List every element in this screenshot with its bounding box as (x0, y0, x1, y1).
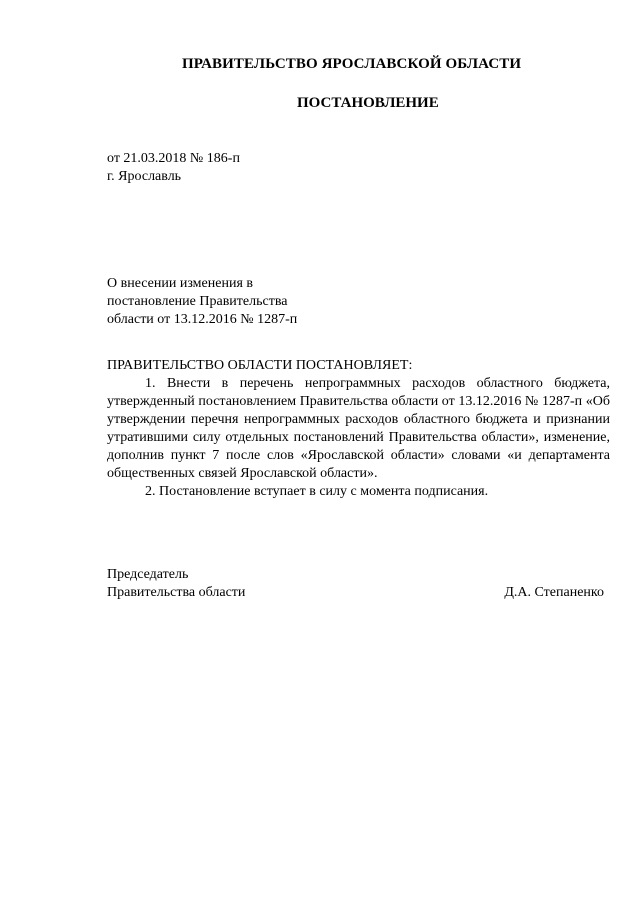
signature-row (107, 584, 604, 602)
document-type-title: ПОСТАНОВЛЕНИЕ (297, 95, 439, 111)
signatory-position-line-2: Правительства области (107, 585, 246, 600)
signature-block (107, 566, 604, 602)
document-subject (107, 275, 297, 329)
government-name: ПРАВИТЕЛЬСТВО ЯРОСЛАВСКОЙ ОБЛАСТИ (182, 56, 522, 72)
signatory-position-line-1: Председатель (107, 567, 189, 582)
decree-body (107, 375, 610, 501)
date-number: от 21.03.2018 № 186-п (107, 151, 240, 166)
paragraph-2: 2. Постановление вступает в силу с момента подписания. (145, 484, 489, 499)
paragraph-1: 1. Внести в перечень непрограммных расходов областного бюджета, утвержденный постановлением Правительства области от 13.12.2016 № 1287-п «Об утверждении перечня непрограммных расходов областного бюджета и признании утратившими силу отдельных постановлений Правительства области», изменение, дополнив пункт 7 после слов «Ярославской области» словами «и департамента общественных связей Ярославской области». (107, 376, 610, 481)
subject-line-1: О внесении изменения в (107, 276, 253, 291)
decree-heading: ПРАВИТЕЛЬСТВО ОБЛАСТИ ПОСТАНОВЛЯЕТ: (107, 358, 413, 373)
subject-line-3: области от 13.12.2016 № 1287-п (107, 312, 298, 327)
city: г. Ярославль (107, 169, 182, 184)
subject-line-2: постановление Правительства (107, 294, 288, 309)
signatory-name: Д.А. Степаненко (504, 585, 604, 600)
document-meta (107, 150, 240, 186)
